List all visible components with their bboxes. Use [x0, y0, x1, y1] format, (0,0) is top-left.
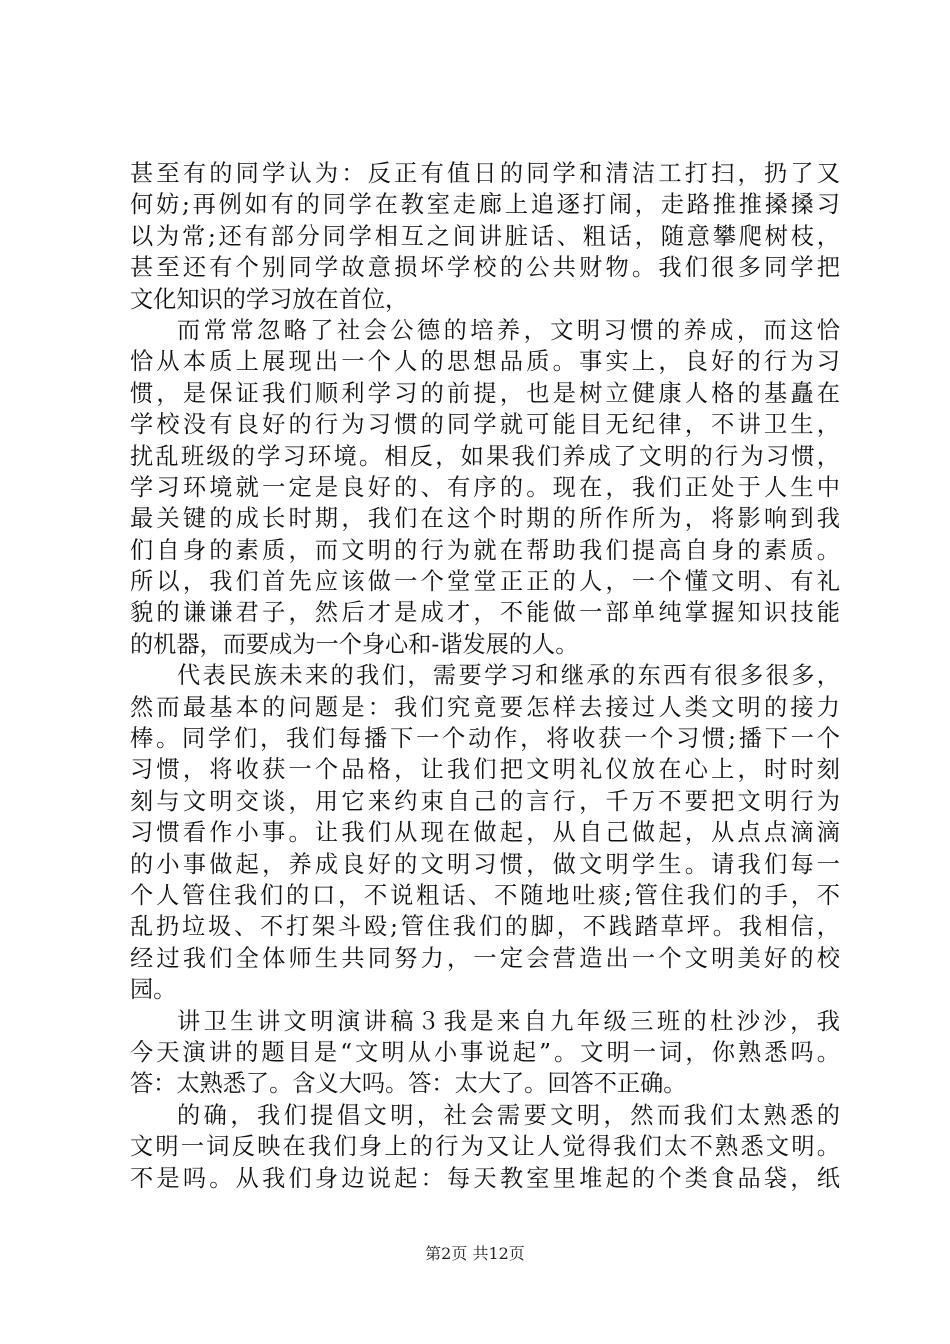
text-line: 经过我们全体师生共同努力，一定会营造出一个文明美好的校 [130, 944, 840, 972]
document-body [130, 158, 840, 1194]
text-line: 个人管住我们的口，不说粗话、不随地吐痰;管住我们的手，不 [130, 881, 840, 909]
text-line: 答：太熟悉了。含义大吗。答：太大了。回答不正确。 [130, 1070, 687, 1098]
text-line: 所以，我们首先应该做一个堂堂正正的人，一个懂文明、有礼 [130, 568, 840, 596]
text-line: 习惯看作小事。让我们从现在做起，从自己做起，从点点滴滴 [130, 819, 840, 847]
text-line: 们自身的素质，而文明的行为就在帮助我们提高自身的素质。 [130, 536, 840, 564]
text-line: 不是吗。从我们身边说起：每天教室里堆起的个类食品袋，纸 [130, 1164, 840, 1192]
page-footer: 第2页 共12页 [425, 1244, 525, 1263]
text-line: 惯，是保证我们顺利学习的前提，也是树立健康人格的基矗在 [130, 379, 840, 407]
text-line: 扰乱班级的学习环境。相反，如果我们养成了文明的行为习惯， [130, 442, 840, 470]
text-line: 园。 [130, 976, 177, 1004]
text-line: 最关键的成长时期，我们在这个时期的所作所为，将影响到我 [130, 505, 840, 533]
text-line: 乱扔垃圾、不打架斗殴;管住我们的脚，不践踏草坪。我相信， [130, 913, 840, 941]
text-line: 棒。同学们，我们每播下一个动作，将收获一个习惯;播下一个 [130, 725, 840, 753]
text-line: 文化知识的学习放在首位， [130, 285, 409, 313]
text-line: 学校没有良好的行为习惯的同学就可能目无纪律，不讲卫生， [130, 411, 840, 439]
text-line: 何妨;再例如有的同学在教室走廊上追逐打闹，走路推推搡搡习 [130, 191, 840, 219]
text-line: 的确，我们提倡文明，社会需要文明，然而我们太熟悉的 [177, 1101, 840, 1129]
text-line: 代表民族未来的我们，需要学习和继承的东西有很多很多， [177, 662, 840, 690]
text-line: 而常常忽略了社会公德的培养，文明习惯的养成，而这恰 [177, 316, 840, 344]
text-line: 的机器，而要成为一个身心和-谐发展的人。 [130, 630, 579, 658]
text-line: 甚至还有个别同学故意损坏学校的公共财物。我们很多同学把 [130, 254, 840, 282]
text-line: 然而最基本的问题是：我们究竟要怎样去接过人类文明的接力 [130, 693, 840, 721]
text-line: 文明一词反映在我们身上的行为又让人觉得我们太不熟悉文明。 [130, 1133, 840, 1161]
text-line: 恰从本质上展现出一个人的思想品质。事实上，良好的行为习 [130, 348, 840, 376]
text-line: 貌的谦谦君子，然后才是成才，不能做一部单纯掌握知识技能 [130, 599, 840, 627]
text-line: 习惯，将收获一个品格，让我们把文明礼仪放在心上，时时刻 [130, 756, 840, 784]
text-line: 以为常;还有部分同学相互之间讲脏话、粗话，随意攀爬树枝， [130, 222, 840, 250]
text-line: 甚至有的同学认为：反正有值日的同学和清洁工打扫，扔了又 [130, 160, 840, 187]
text-line: 今天演讲的题目是“文明从小事说起”。文明一词，你熟悉吗。 [130, 1038, 840, 1066]
text-line: 刻与文明交谈，用它来约束自己的言行，千万不要把文明行为 [130, 787, 840, 815]
text-line: 学习环境就一定是良好的、有序的。现在，我们正处于人生中 [130, 473, 840, 501]
text-line: 的小事做起，养成良好的文明习惯，做文明学生。请我们每一 [130, 850, 840, 878]
text-line: 讲卫生讲文明演讲稿３我是来自九年级三班的杜沙沙，我 [177, 1007, 840, 1035]
